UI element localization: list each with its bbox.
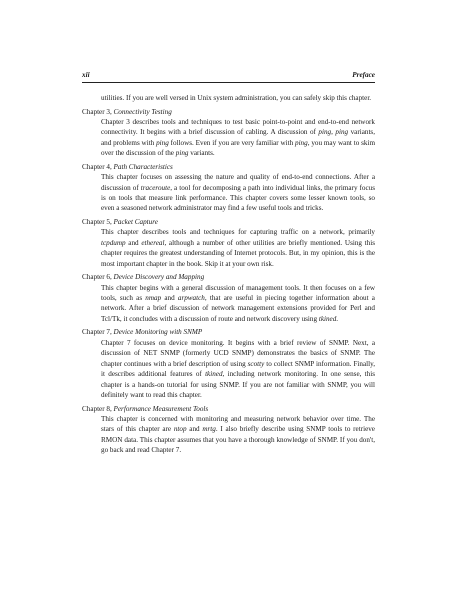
intro-paragraph — [82, 93, 375, 103]
text-run: , including network monitoring. In one sense, this chapter is a hands-on tutorial for using SNMP. If you are not familiar with SNMP, you will definitely want to read this chapter. — [101, 370, 375, 399]
text-run: This chapter describes tools and techniques for capturing traffic on a network, primarily — [101, 228, 375, 237]
italic-term: nmap — [145, 294, 162, 303]
text-run: to collect SNMP information. Finally, it describes additional features of — [101, 359, 375, 379]
italic-term: ntop — [173, 425, 187, 434]
chapter-list — [82, 107, 375, 456]
chapter-description — [82, 414, 375, 456]
chapter-label: Chapter 6, — [82, 273, 114, 282]
text-run: and — [186, 425, 203, 434]
chapter-entry — [82, 272, 375, 324]
chapter-description — [82, 283, 375, 325]
chapter-label: Chapter 7, — [82, 328, 114, 337]
chapter-heading — [82, 162, 375, 172]
italic-term: tkined — [205, 370, 223, 379]
chapter-description — [82, 338, 375, 400]
text-run: Chapter 7 focuses on device monitoring. It begins with a brief review of SNMP. Next, a discussion of NET SNMP (formerly UCD SNMP) demonstrates the basics of SNMP. The chapter continues with a brief description of using — [101, 338, 375, 368]
chapter-heading — [82, 272, 375, 282]
text-run: , — [331, 128, 336, 137]
italic-term: scotty — [247, 359, 265, 368]
text-run: variants, and problems with — [101, 128, 375, 147]
section-title: Preface — [352, 71, 375, 79]
text-run: variants. — [188, 149, 215, 158]
chapter-title: Device Monitoring with SNMP — [113, 328, 203, 337]
chapter-heading — [82, 217, 375, 227]
text-run: This chapter is concerned with monitoring and measuring network behavior over time. The stars of this chapter are — [101, 414, 375, 434]
italic-term: ethereal — [141, 238, 165, 247]
header-rule — [82, 82, 375, 83]
chapter-entry — [82, 162, 375, 214]
text-run: , a tool for decomposing a path into individual links, the primary focus is on tools that measure link performance. This chapter covers some lesser known tools, so even a seasoned network administrator may find a few useful tools and tricks. — [101, 183, 375, 213]
chapter-label: Chapter 3, — [82, 107, 114, 116]
page-number: xii — [82, 71, 90, 79]
italic-term: ping — [335, 128, 349, 137]
chapter-description — [82, 117, 375, 159]
text-run: , although a number of other utilities are briefly mentioned. Using this chapter requires the greatest understanding of Internet protocols. But, in my opinion, this is the most important chapter in the book. Skip it at your own risk. — [101, 238, 375, 268]
text-run: follows. Even if you are very familiar with — [168, 138, 295, 147]
chapter-label: Chapter 4, — [82, 162, 114, 171]
chapter-entry — [82, 107, 375, 159]
chapter-heading — [82, 327, 375, 337]
text-run: and — [125, 238, 142, 247]
chapter-heading — [82, 107, 375, 117]
chapter-title: Connectivity Testing — [113, 107, 172, 116]
chapter-description — [82, 227, 375, 269]
italic-term: ping — [318, 128, 332, 137]
chapter-title: Device Discovery and Mapping — [113, 273, 205, 282]
italic-term: traceroute — [140, 183, 171, 192]
italic-term: arpwatch — [177, 294, 205, 303]
text-run: . — [336, 314, 339, 323]
text-run: , that are useful in piecing together information about a network. After a brief discussion of network management extensions provided for Perl and Tcl/Tk, it concludes with a discussion of route and network discovery using — [101, 294, 375, 323]
text-run: and — [161, 294, 178, 303]
chapter-label: Chapter 5, — [82, 218, 114, 227]
italic-term: tkined — [318, 314, 337, 323]
text-run: Chapter 3 describes tools and techniques to test basic point-to-point and end-to-end network connectivity. It begins with a brief discussion of cabling. A discussion of — [101, 118, 375, 137]
italic-term: ping — [295, 138, 308, 147]
italic-term: ping — [156, 138, 169, 147]
chapter-title: Performance Measurement Tools — [113, 404, 209, 413]
chapter-entry — [82, 404, 375, 456]
chapter-entry — [82, 217, 375, 269]
text-run: utilities. If you are well versed in Unix system administration, you can safely skip this chapter. — [101, 94, 372, 102]
italic-term: ping — [175, 149, 189, 158]
chapter-title: Path Characteristics — [113, 162, 173, 171]
italic-term: tcpdump — [101, 238, 126, 247]
italic-term: mrtg — [202, 425, 216, 434]
text-run: , you may want to skim over the discussion of the — [101, 138, 376, 158]
text-run: This chapter begins with a general discussion of management tools. It then focuses on a few tools, such as — [101, 283, 375, 303]
chapter-entry — [82, 327, 375, 400]
text-run: . I also briefly describe using SNMP tools to retrieve RMON data. This chapter assumes that you have a thorough knowledge of SNMP. If you don't, go back and read Chapter 7. — [101, 425, 375, 455]
text-run: This chapter focuses on assessing the nature and quality of end-to-end connections. After a discussion of — [101, 173, 375, 192]
chapter-description — [82, 172, 375, 214]
chapter-heading — [82, 404, 375, 414]
page-body — [82, 93, 375, 456]
chapter-title: Packet Capture — [113, 218, 158, 227]
chapter-label: Chapter 8, — [82, 404, 114, 413]
